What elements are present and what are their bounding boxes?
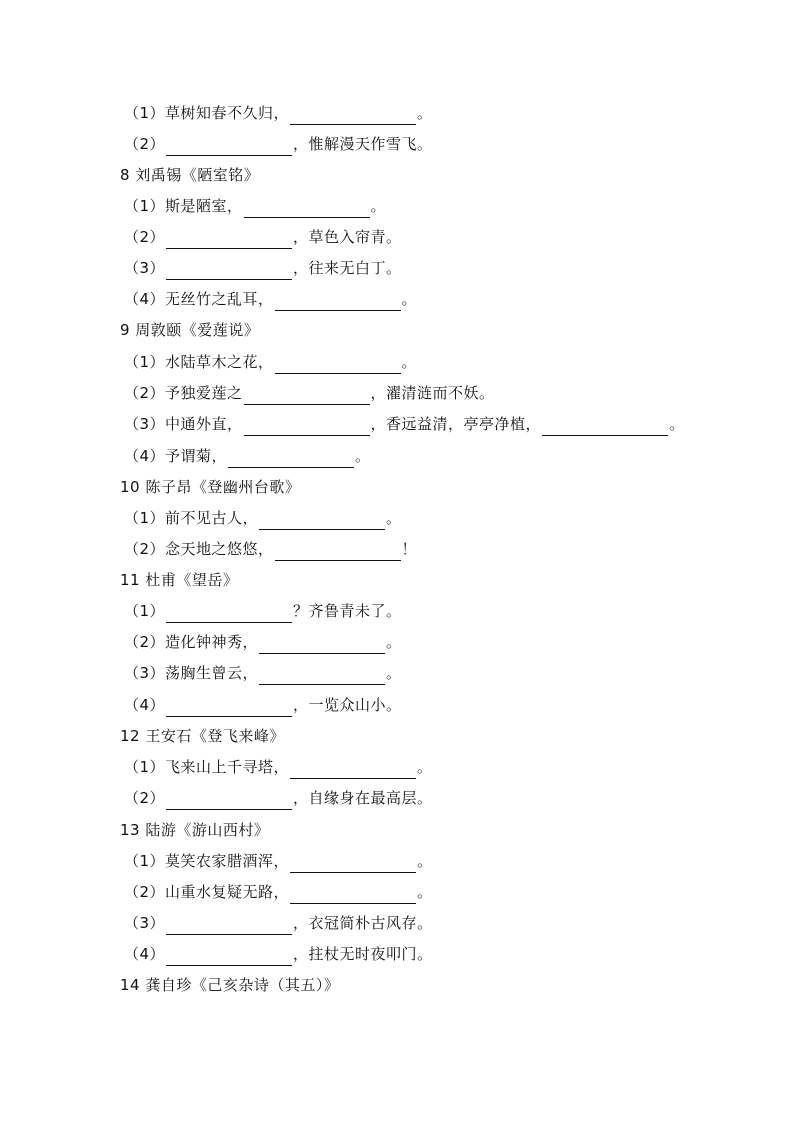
item-text: （2） [124, 789, 166, 807]
item-text: 。 [401, 290, 418, 308]
question-item [124, 911, 433, 935]
answer-blank[interactable] [290, 107, 416, 125]
item-text: （4）无丝竹之乱耳， [124, 290, 274, 308]
item-text: （1）莫笑农家腊酒浑， [124, 852, 290, 870]
answer-blank[interactable] [166, 948, 292, 966]
item-text: ，濯清涟而不妖。 [370, 384, 495, 402]
answer-blank[interactable] [259, 667, 385, 685]
section-heading [120, 724, 285, 748]
answer-blank[interactable] [290, 886, 416, 904]
item-text: （4）予谓菊， [124, 447, 228, 465]
question-item [124, 786, 433, 810]
answer-blank[interactable] [166, 231, 292, 249]
question-item [124, 381, 495, 405]
item-text: ，拄杖无时夜叩门。 [293, 945, 433, 963]
item-text: （4） [124, 945, 166, 963]
answer-blank[interactable] [542, 418, 668, 436]
item-text: ，草色入帘青。 [293, 228, 402, 246]
answer-blank[interactable] [166, 699, 292, 717]
item-text: （1）前不见古人， [124, 509, 259, 527]
heading-text: 9 周敦颐《爱莲说》 [120, 321, 260, 339]
answer-blank[interactable] [290, 855, 416, 873]
item-text: ，一览众山小。 [293, 696, 402, 714]
item-text: （1）飞来山上千寻塔， [124, 758, 290, 776]
section-heading [120, 475, 300, 499]
item-text: （2）念天地之悠悠， [124, 540, 274, 558]
heading-text: 10 陈子昂《登幽州台歌》 [120, 478, 301, 496]
item-text: ，香远益清，亭亭净植， [370, 415, 542, 433]
section-heading [120, 973, 339, 997]
item-text: （2） [124, 135, 166, 153]
heading-text: 12 王安石《登飞来峰》 [120, 727, 285, 745]
answer-blank[interactable] [290, 761, 416, 779]
answer-blank[interactable] [275, 356, 401, 374]
question-item [124, 225, 402, 249]
item-text: 。 [370, 197, 387, 215]
answer-blank[interactable] [275, 543, 401, 561]
answer-blank[interactable] [244, 418, 370, 436]
answer-blank[interactable] [259, 636, 385, 654]
question-item [124, 599, 402, 623]
item-text: ，衣冠简朴古风存。 [293, 914, 433, 932]
question-item [124, 630, 402, 654]
heading-text: 13 陆游《游山西村》 [120, 821, 270, 839]
question-item [124, 849, 433, 873]
item-text: 。 [417, 852, 433, 870]
question-item [124, 755, 433, 779]
answer-blank[interactable] [259, 512, 385, 530]
item-text: （1）水陆草木之花， [124, 353, 274, 371]
item-text: （2）山重水复疑无路， [124, 883, 290, 901]
answer-blank[interactable] [166, 792, 292, 810]
question-item [124, 444, 371, 468]
question-item [124, 942, 433, 966]
item-text: 。 [417, 104, 433, 122]
question-item [124, 101, 433, 125]
question-item [124, 661, 402, 685]
heading-text: 14 龚自珍《己亥杂诗（其五）》 [120, 976, 340, 994]
answer-blank[interactable] [275, 293, 401, 311]
question-item [124, 693, 402, 717]
item-text: （3） [124, 914, 166, 932]
item-text: （2）造化钟神秀， [124, 633, 259, 651]
answer-blank[interactable] [166, 138, 292, 156]
item-text: 。 [386, 633, 402, 651]
item-text: （4） [124, 696, 166, 714]
item-text: （1）草树知春不久归， [124, 104, 290, 122]
question-item [124, 880, 433, 904]
item-text: ！ [401, 540, 418, 558]
question-item [124, 256, 402, 280]
section-heading [120, 318, 259, 342]
item-text: （2） [124, 228, 166, 246]
answer-blank[interactable] [244, 200, 370, 218]
answer-blank[interactable] [166, 262, 292, 280]
item-text: （3）荡胸生曾云， [124, 664, 259, 682]
question-item [124, 287, 417, 311]
item-text: ？齐鲁青未了。 [293, 602, 402, 620]
question-item [124, 350, 417, 374]
item-text: 。 [386, 509, 402, 527]
item-text: 。 [355, 447, 371, 465]
item-text: （3）中通外直， [124, 415, 243, 433]
answer-blank[interactable] [228, 450, 354, 468]
item-text: 。 [417, 758, 433, 776]
item-text: 。 [417, 883, 433, 901]
item-text: （1） [124, 602, 166, 620]
heading-text: 8 刘禹锡《陋室铭》 [120, 166, 260, 184]
item-text: 。 [669, 415, 685, 433]
answer-blank[interactable] [244, 387, 370, 405]
item-text: ，往来无白丁。 [293, 259, 402, 277]
answer-blank[interactable] [166, 917, 292, 935]
item-text: ，自缘身在最高层。 [293, 789, 433, 807]
question-item [124, 412, 685, 436]
question-item [124, 132, 433, 156]
section-heading [120, 818, 269, 842]
item-text: （1）斯是陋室， [124, 197, 243, 215]
item-text: 。 [401, 353, 418, 371]
item-text: （3） [124, 259, 166, 277]
heading-text: 11 杜甫《望岳》 [120, 571, 239, 589]
item-text: （2）予独爱莲之 [124, 384, 243, 402]
section-heading [120, 568, 238, 592]
question-item [124, 194, 386, 218]
question-item [124, 537, 417, 561]
section-heading [120, 163, 259, 187]
item-text: ，惟解漫天作雪飞。 [293, 135, 433, 153]
item-text: 。 [386, 664, 402, 682]
answer-blank[interactable] [166, 605, 292, 623]
question-item [124, 506, 402, 530]
